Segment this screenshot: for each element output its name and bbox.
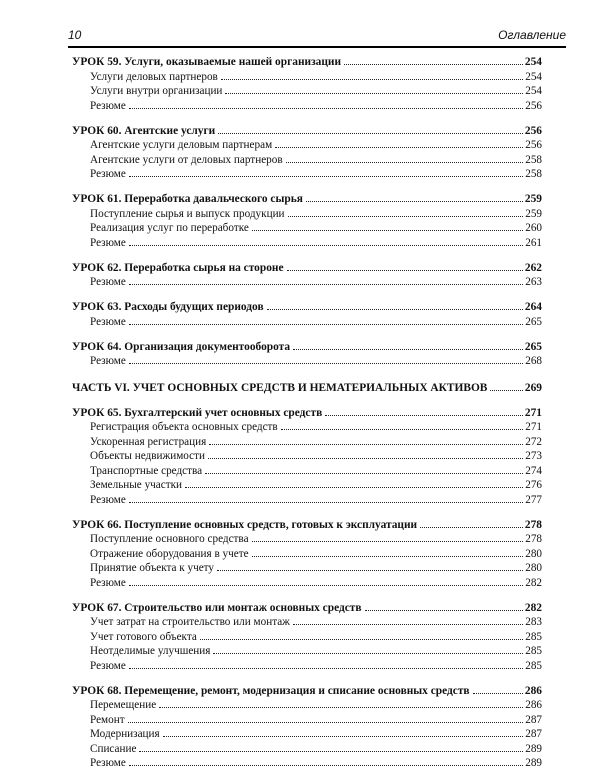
spacer (72, 329, 542, 340)
toc-subentry[interactable] (72, 713, 542, 728)
toc-entry-title: Земельные участки (90, 479, 183, 491)
toc-entry-title: Резюме (90, 659, 126, 672)
dot-leader (267, 308, 523, 310)
dot-leader (159, 706, 523, 708)
toc-subentry[interactable] (72, 698, 542, 713)
toc-page-number: 287 (525, 713, 542, 726)
lesson-heading[interactable] (72, 124, 542, 139)
toc-entry-title: Модернизация (90, 728, 160, 740)
lesson-heading[interactable] (72, 261, 542, 276)
lesson-heading[interactable] (72, 192, 542, 207)
toc-entry-title: Резюме (90, 355, 126, 367)
toc-page-number: 260 (525, 222, 542, 234)
dot-leader (129, 584, 523, 586)
spacer (72, 290, 542, 301)
toc-page-number: 286 (525, 699, 542, 711)
toc-page-number: 276 (525, 479, 542, 491)
toc-entry-title: Списание (90, 742, 137, 755)
toc-page-number: 277 (525, 493, 542, 506)
toc-subentry[interactable] (72, 354, 542, 369)
toc-entry-title: Резюме (90, 99, 126, 112)
toc-entry-title: УРОК 67. Строительство или монтаж основных средств (72, 601, 362, 614)
toc-subentry[interactable] (72, 464, 542, 479)
toc-entry-title: УРОК 61. Переработка давальческого сырья (72, 193, 303, 205)
dot-leader (129, 107, 523, 109)
toc-entry-title: УРОК 60. Агентские услуги (72, 124, 216, 137)
toc-page-number: 269 (524, 381, 542, 394)
toc-page-number: 274 (525, 464, 542, 477)
toc-page-number: 282 (524, 601, 542, 614)
dot-leader (208, 457, 523, 459)
dot-leader (473, 692, 523, 694)
toc-subentry[interactable] (72, 576, 542, 591)
toc-page-number: 256 (525, 139, 542, 151)
toc-subentry[interactable] (72, 659, 542, 674)
spacer (72, 182, 542, 193)
dot-leader (225, 92, 523, 94)
dot-leader (209, 443, 523, 445)
toc-subentry[interactable] (72, 420, 542, 435)
toc-page-number: 262 (524, 261, 542, 274)
spacer (72, 507, 542, 518)
dot-leader (200, 638, 523, 640)
toc-page-number: 272 (525, 435, 542, 448)
dot-leader (185, 486, 523, 488)
dot-leader (288, 215, 524, 217)
dot-leader (286, 161, 524, 163)
toc-entry-title: Резюме (90, 493, 126, 506)
toc-page-number: 283 (525, 616, 542, 628)
toc-entry-title: Резюме (90, 576, 126, 589)
toc-page-number: 264 (524, 301, 542, 313)
toc-entry-title: Перемещение (90, 699, 157, 711)
toc-page-number: 256 (524, 124, 542, 137)
toc-entry-title: УРОК 66. Поступление основных средств, готовых к эксплуатации (72, 518, 418, 531)
spacer (72, 369, 542, 381)
toc-page-number: 285 (525, 645, 542, 657)
toc-page-number: 271 (525, 421, 542, 433)
dot-leader (213, 652, 523, 654)
dot-leader (129, 501, 523, 503)
page-number: 10 (68, 28, 82, 42)
toc-page-number: 254 (525, 70, 542, 83)
toc-page-number: 254 (525, 85, 542, 97)
lesson-heading[interactable] (72, 518, 542, 533)
dot-leader (252, 540, 524, 542)
toc-entry-title: Поступление основного средства (90, 533, 249, 545)
dot-leader (281, 428, 524, 430)
dot-leader (325, 414, 523, 416)
toc-entry-title: Агентские услуги деловым партнерам (90, 139, 273, 151)
dot-leader (293, 623, 523, 625)
lesson-heading[interactable] (72, 684, 542, 699)
dot-leader (129, 244, 523, 246)
toc-subentry[interactable] (72, 99, 542, 114)
toc-page-number: 258 (525, 153, 542, 166)
toc-entry-title: УРОК 64. Организация документооборота (72, 340, 291, 353)
toc-subentry[interactable] (72, 727, 542, 742)
toc-entry-title: Ускоренная регистрация (90, 435, 207, 448)
spacer (72, 395, 542, 406)
toc-page-number: 280 (525, 547, 542, 560)
toc-subentry[interactable] (72, 493, 542, 508)
toc-page-number: 263 (525, 276, 542, 288)
toc-page-number: 286 (524, 684, 542, 697)
dot-leader (221, 78, 523, 80)
dot-leader (252, 229, 523, 231)
toc-subentry[interactable] (72, 742, 542, 757)
toc-page-number: 258 (525, 168, 542, 180)
toc-page-number: 261 (525, 236, 542, 249)
toc-page-number: 289 (525, 757, 542, 769)
toc-page-number: 256 (525, 99, 542, 112)
toc-entry-title: Отражение оборудования в учете (90, 547, 249, 560)
toc-entry-title: УРОК 59. Услуги, оказываемые нашей организации (72, 56, 342, 68)
toc-page-number: 280 (525, 562, 542, 574)
toc-entry-title: Резюме (90, 168, 126, 180)
toc-entry-title: Принятие объекта к учету (90, 562, 215, 574)
toc-page-number: 268 (525, 355, 542, 367)
toc-page-number: 265 (524, 340, 542, 353)
toc-subentry[interactable] (72, 207, 542, 222)
toc-subentry[interactable] (72, 756, 542, 771)
toc-entry-title: УРОК 62. Переработка сырья на стороне (72, 261, 284, 274)
dot-leader (129, 362, 523, 364)
toc-page-number: 287 (525, 728, 542, 740)
toc-entry-title: Услуги деловых партнеров (90, 70, 218, 83)
toc-entry-title: Регистрация объекта основных средств (90, 421, 278, 433)
toc-subentry[interactable] (72, 449, 542, 464)
toc-page-number: 282 (525, 576, 542, 589)
toc-entry-title: ЧАСТЬ VI. УЧЕТ ОСНОВНЫХ СРЕДСТВ И НЕМАТЕРИАЛЬНЫХ АКТИВОВ (72, 381, 488, 394)
toc-entry-title: Объекты недвижимости (90, 450, 206, 462)
toc-subentry[interactable] (72, 630, 542, 645)
toc-subentry[interactable] (72, 644, 542, 659)
toc-subentry[interactable] (72, 167, 542, 182)
toc-subentry[interactable] (72, 236, 542, 251)
dot-leader (275, 146, 523, 148)
table-of-contents (72, 55, 542, 771)
toc-entry-title: Резюме (90, 757, 126, 769)
dot-leader (287, 269, 523, 271)
toc-page-number: 265 (525, 315, 542, 328)
dot-leader (128, 721, 524, 723)
toc-entry-title: Учет готового объекта (90, 630, 197, 643)
dot-leader (490, 389, 523, 391)
header-rule (68, 46, 566, 48)
dot-leader (129, 283, 523, 285)
toc-entry-title: УРОК 63. Расходы будущих периодов (72, 301, 264, 313)
toc-page-number: 285 (525, 630, 542, 643)
dot-leader (129, 175, 523, 177)
toc-entry-title: УРОК 65. Бухгалтерский учет основных средств (72, 406, 323, 419)
part-heading[interactable] (72, 381, 542, 396)
dot-leader (365, 609, 523, 611)
lesson-heading[interactable] (72, 55, 542, 70)
toc-page-number: 278 (524, 518, 542, 531)
running-title: Оглавление (498, 28, 566, 42)
toc-page-number: 259 (525, 207, 542, 220)
toc-subentry[interactable] (72, 561, 542, 576)
toc-page-number: 271 (524, 406, 542, 419)
toc-entry-title: Реализация услуг по переработке (90, 222, 249, 234)
lesson-heading[interactable] (72, 340, 542, 355)
toc-entry-title: Ремонт (90, 713, 125, 726)
dot-leader (129, 323, 523, 325)
toc-subentry[interactable] (72, 221, 542, 236)
lesson-heading[interactable] (72, 300, 542, 315)
toc-entry-title: Транспортные средства (90, 464, 203, 477)
dot-leader (205, 472, 523, 474)
toc-subentry[interactable] (72, 84, 542, 99)
toc-entry-title: УРОК 68. Перемещение, ремонт, модернизация и списание основных средств (72, 684, 470, 697)
spacer (72, 113, 542, 124)
dot-leader (420, 526, 523, 528)
dot-leader (217, 569, 523, 571)
spacer (72, 250, 542, 261)
toc-subentry[interactable] (72, 532, 542, 547)
toc-entry-title: Резюме (90, 276, 126, 288)
toc-subentry[interactable] (72, 615, 542, 630)
toc-subentry[interactable] (72, 275, 542, 290)
toc-page-number: 259 (524, 193, 542, 205)
dot-leader (129, 667, 523, 669)
dot-leader (252, 555, 524, 557)
toc-subentry[interactable] (72, 70, 542, 85)
lesson-heading[interactable] (72, 601, 542, 616)
dot-leader (218, 132, 523, 134)
toc-page-number: 273 (525, 450, 542, 462)
toc-subentry[interactable] (72, 153, 542, 168)
toc-subentry[interactable] (72, 138, 542, 153)
toc-entry-title: Неотделимые улучшения (90, 645, 211, 657)
dot-leader (163, 735, 524, 737)
toc-page-number: 278 (525, 533, 542, 545)
toc-entry-title: Услуги внутри организации (90, 85, 223, 97)
toc-entry-title: Агентские услуги от деловых партнеров (90, 153, 283, 166)
toc-entry-title: Резюме (90, 315, 126, 328)
toc-page-number: 285 (525, 659, 542, 672)
page-header (68, 28, 566, 44)
toc-subentry[interactable] (72, 478, 542, 493)
spacer (72, 673, 542, 684)
dot-leader (293, 348, 523, 350)
lesson-heading[interactable] (72, 406, 542, 421)
toc-subentry[interactable] (72, 435, 542, 450)
toc-subentry[interactable] (72, 315, 542, 330)
toc-page-number: 289 (525, 742, 542, 755)
toc-subentry[interactable] (72, 547, 542, 562)
dot-leader (129, 764, 523, 766)
dot-leader (306, 200, 523, 202)
toc-entry-title: Поступление сырья и выпуск продукции (90, 207, 285, 220)
toc-entry-title: Резюме (90, 236, 126, 249)
toc-page-number: 254 (524, 56, 542, 68)
spacer (72, 590, 542, 601)
dot-leader (344, 63, 523, 65)
toc-entry-title: Учет затрат на строительство или монтаж (90, 616, 290, 628)
